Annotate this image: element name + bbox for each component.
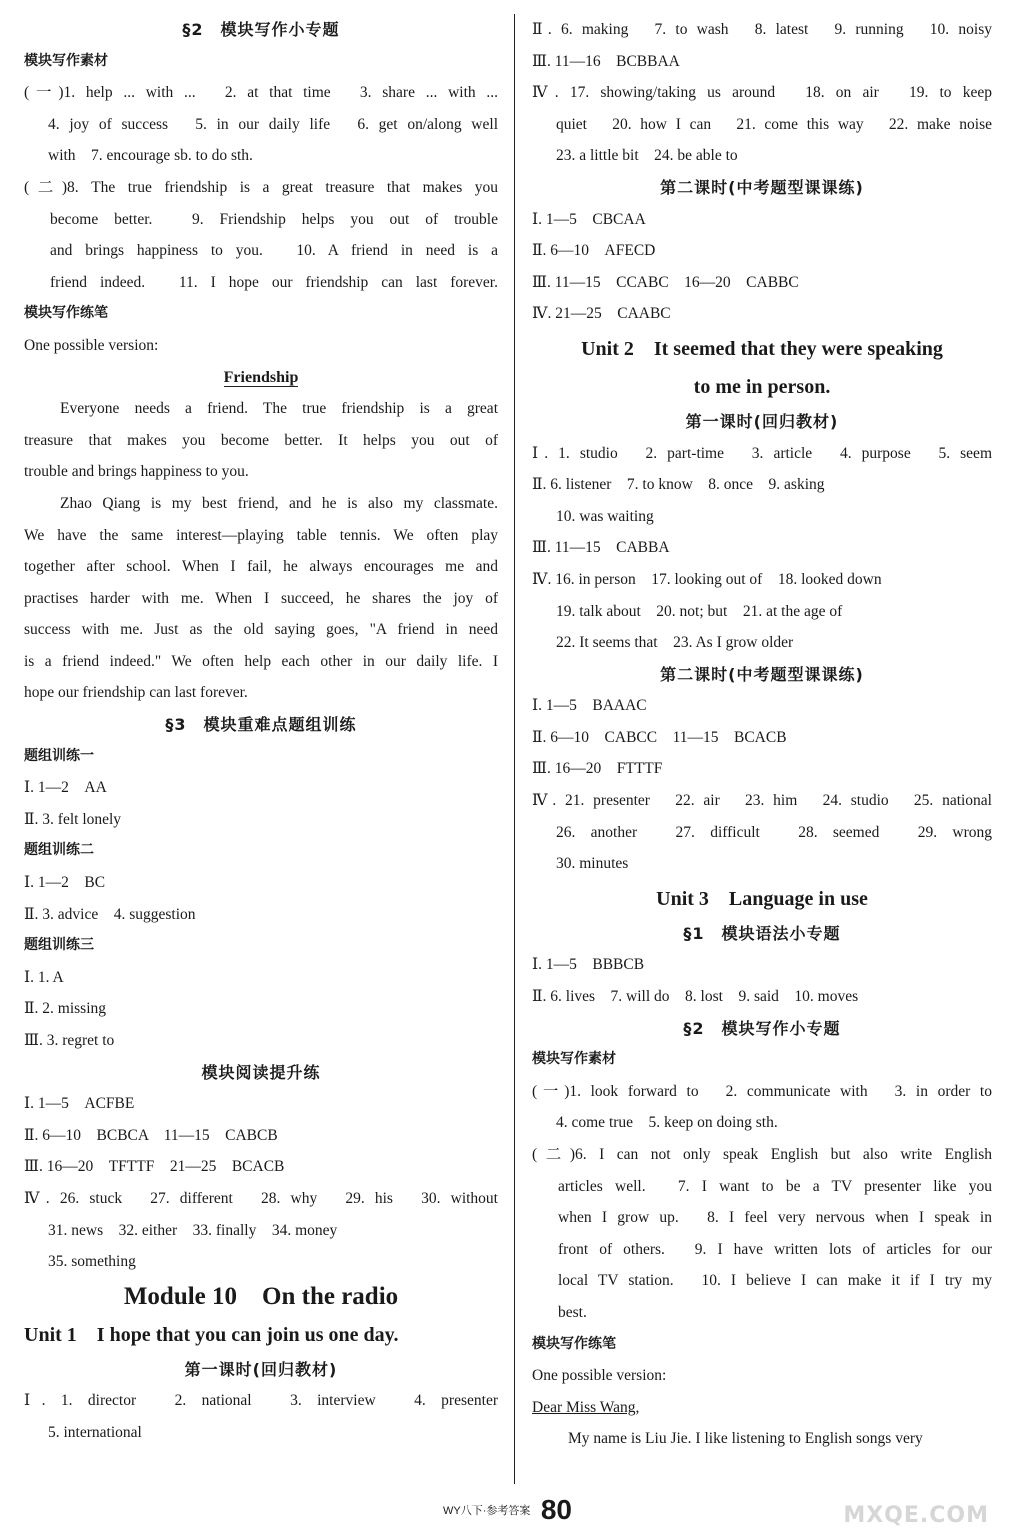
- answer-line: (二)6. I can not only speak English but also write English: [532, 1146, 992, 1163]
- answer-line: Ⅰ. 1—2 BC: [24, 874, 106, 892]
- answer-line: Ⅰ. 1. A: [24, 968, 64, 986]
- right-column: [532, 14, 992, 1455]
- answer-line: Ⅱ. 6. making 7. to wash 8. latest 9. running 10. noisy: [532, 21, 992, 38]
- section-title: §2 模块写作小专题: [683, 1018, 841, 1038]
- section-title: 模块阅读提升练: [201, 1062, 321, 1082]
- group-label: 题组训练一: [24, 747, 94, 764]
- subsection-label: 模块写作练笔: [532, 1335, 616, 1352]
- essay-line: We have the same interest—playing table tennis. We often play: [24, 526, 498, 544]
- answer-line: 4. joy of success 5. in our daily life 6. get on/along well: [48, 115, 498, 133]
- answer-line: Ⅲ. 16—20 FTTTF: [532, 760, 663, 778]
- footer-label: WY八下·参考答案: [443, 1505, 531, 1517]
- essay-line: is a friend indeed." We often help each other in our daily life. I: [24, 652, 498, 670]
- answer-line: Ⅱ. 6—10 CABCC 11—15 BCACB: [532, 728, 787, 746]
- section-title: §1 模块语法小专题: [683, 923, 841, 943]
- unit-title: to me in person.: [693, 375, 831, 398]
- essay-line: Everyone needs a friend. The true friendship is a great: [60, 400, 498, 418]
- answer-line: 19. talk about 20. not; but 21. at the age of: [556, 602, 843, 620]
- answer-line: 35. something: [48, 1253, 136, 1271]
- answer-line: Ⅰ. 1—5 CBCAA: [532, 210, 646, 228]
- module-title: Module 10 On the radio: [123, 1282, 399, 1310]
- column-divider: [514, 14, 515, 1484]
- answer-line: Ⅱ. 3. advice 4. suggestion: [24, 905, 196, 923]
- answer-line: friend indeed. 11. I hope our friendship can last forever.: [50, 273, 498, 291]
- essay-line: Zhao Qiang is my best friend, and he is also my classmate.: [60, 494, 498, 512]
- section-title: §2 模块写作小专题: [182, 20, 340, 39]
- answer-line: best.: [558, 1303, 587, 1321]
- answer-line: quiet 20. how I can 21. come this way 22. make noise: [556, 115, 992, 133]
- essay-line: trouble and brings happiness to you.: [24, 463, 249, 481]
- answer-line: Ⅰ. 1—2 AA: [24, 779, 107, 797]
- answer-line: Ⅲ. 3. regret to: [24, 1032, 115, 1049]
- answer-line: (二)8. The true friendship is a great treasure that makes you: [24, 178, 498, 196]
- lesson-title: 第一课时(回归教材): [184, 1359, 338, 1379]
- answer-line: Ⅳ. 16. in person 17. looking out of 18. looked down: [532, 570, 882, 588]
- answer-line: Ⅰ. 1. director 2. national 3. interview 4. presenter: [24, 1392, 498, 1410]
- answer-line: Ⅳ. 21—25 CAABC: [532, 305, 671, 323]
- answer-line: and brings happiness to you. 10. A friend in need is a: [50, 242, 498, 260]
- lesson-title: 第二课时(中考题型课课练): [660, 664, 864, 684]
- answer-line: Ⅲ. 11—15 CABBA: [532, 539, 670, 557]
- essay-line: treasure that makes you become better. It helps you out of: [24, 431, 498, 449]
- answer-line: with 7. encourage sb. to do sth.: [48, 147, 253, 165]
- essay-title: Friendship: [223, 368, 299, 386]
- answer-line: Ⅳ. 17. showing/taking us around 18. on air 19. to keep: [532, 84, 992, 102]
- group-label: 题组训练三: [24, 937, 94, 954]
- answer-line: 23. a little bit 24. be able to: [556, 147, 738, 165]
- answer-line: (一)1. help ... with ... 2. at that time 3. share ... with ...: [24, 84, 498, 102]
- answer-line: Ⅰ. 1—5 ACFBE: [24, 1095, 135, 1113]
- version-label: One possible version:: [24, 336, 159, 354]
- answer-line: Ⅰ. 1—5 BBBCB: [532, 956, 645, 974]
- answer-line: when I grow up. 8. I feel very nervous when I speak in: [558, 1209, 992, 1227]
- answer-line: (一)1. look forward to 2. communicate with 3. in order to: [532, 1082, 992, 1100]
- unit-title: Unit 3 Language in use: [656, 887, 868, 910]
- answer-line: 10. was waiting: [556, 507, 654, 525]
- unit-title: Unit 2 It seemed that they were speaking: [581, 337, 943, 360]
- answer-line: 22. It seems that 23. As I grow older: [556, 634, 794, 652]
- answer-line: Ⅱ. 6. listener 7. to know 8. once 9. asking: [532, 476, 825, 494]
- unit-title: Unit 1 I hope that you can join us one day.: [24, 1323, 399, 1346]
- answer-line: 31. news 32. either 33. finally 34. money: [48, 1221, 338, 1239]
- answer-line: Ⅲ. 11—16 BCBBAA: [532, 52, 680, 70]
- answer-line: Ⅰ. 1—5 BAAAC: [532, 697, 647, 715]
- essay-line: practises harder with me. When I succeed, he shares the joy of: [24, 589, 498, 607]
- subsection-label: 模块写作素材: [24, 52, 108, 69]
- lesson-title: 第一课时(回归教材): [685, 411, 839, 431]
- section-title: §3 模块重难点题组训练: [165, 715, 357, 735]
- group-label: 题组训练二: [24, 842, 94, 859]
- answer-line: become better. 9. Friendship helps you out of trouble: [50, 210, 498, 228]
- answer-line: Ⅰ. 1. studio 2. part-time 3. article 4. purpose 5. seem: [532, 444, 992, 462]
- answer-line: articles well. 7. I want to be a TV presenter like you: [558, 1177, 992, 1195]
- answer-line: Ⅲ. 11—15 CCABC 16—20 CABBC: [532, 273, 799, 291]
- answer-line: Ⅲ. 16—20 TFTTF 21—25 BCACB: [24, 1158, 285, 1176]
- letter-salutation: Dear Miss Wang,: [532, 1398, 640, 1416]
- answer-line: Ⅳ. 26. stuck 27. different 28. why 29. his 30. without: [24, 1189, 498, 1207]
- answer-line: Ⅱ. 2. missing: [24, 1000, 107, 1018]
- letter-line: My name is Liu Jie. I like listening to English songs very: [568, 1430, 923, 1448]
- answer-line: 26. another 27. difficult 28. seemed 29. wrong: [556, 823, 992, 841]
- essay-line: together after school. When I fail, he always encourages me and: [24, 558, 498, 576]
- watermark-logo: MXQE.COM: [843, 1503, 989, 1528]
- answer-line: Ⅱ. 6—10 BCBCA 11—15 CABCB: [24, 1126, 278, 1144]
- answer-line: Ⅳ. 21. presenter 22. air 23. him 24. studio 25. national: [532, 792, 992, 810]
- answer-line: Ⅱ. 3. felt lonely: [24, 810, 122, 828]
- essay-line: hope our friendship can last forever.: [24, 684, 248, 702]
- lesson-title: 第二课时(中考题型课课练): [660, 177, 864, 197]
- subsection-label: 模块写作素材: [532, 1051, 616, 1068]
- left-column: [24, 14, 498, 1449]
- subsection-label: 模块写作练笔: [24, 305, 108, 322]
- answer-line: 5. international: [48, 1423, 142, 1441]
- answer-line: front of others. 9. I have written lots of articles for our: [558, 1240, 992, 1258]
- page-number: 80: [540, 1494, 572, 1525]
- answer-line: 30. minutes: [556, 855, 629, 873]
- answer-line: local TV station. 10. I believe I can make it if I try my: [558, 1272, 992, 1290]
- answer-line: Ⅱ. 6. lives 7. will do 8. lost 9. said 10. moves: [532, 988, 859, 1006]
- essay-line: success with me. Just as the old saying goes, "A friend in need: [24, 621, 498, 639]
- answer-line: 4. come true 5. keep on doing sth.: [556, 1114, 778, 1132]
- answer-line: Ⅱ. 6—10 AFECD: [532, 242, 656, 260]
- version-label: One possible version:: [532, 1367, 667, 1385]
